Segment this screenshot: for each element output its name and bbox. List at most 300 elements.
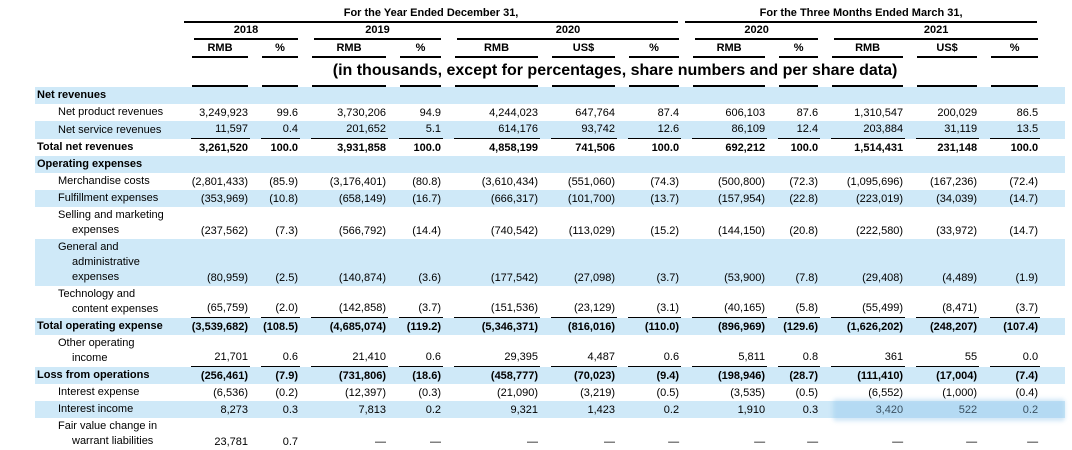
table-row	[35, 384, 1065, 401]
year-header	[681, 23, 820, 40]
cell-value: (10.8)	[269, 193, 298, 205]
value-cell	[540, 367, 617, 384]
table-row	[35, 173, 1065, 190]
value-cell	[540, 335, 617, 367]
value-cell	[767, 318, 820, 335]
value-cell	[767, 207, 820, 239]
value-cell	[979, 239, 1040, 286]
value-cell	[250, 401, 300, 418]
corner-cell	[35, 7, 180, 23]
cell-value: (34,039)	[936, 193, 978, 205]
cell-value: 100.0	[1010, 142, 1039, 154]
unit-header-label: RMB	[455, 42, 538, 58]
cell-value: 0.2	[1022, 404, 1039, 416]
value-cell	[180, 318, 250, 335]
value-cell	[300, 190, 388, 207]
value-cell	[300, 401, 388, 418]
cell-value: (896,969)	[718, 321, 766, 333]
unit-header	[540, 40, 617, 58]
cell-value: (33,972)	[936, 225, 978, 237]
units-note-text: (in thousands, except for percentages, share numbers and per share data)	[332, 62, 898, 79]
cell-value: 0.2	[663, 404, 680, 416]
cell-value: (21,090)	[497, 387, 538, 399]
year-header-label: 2020	[695, 24, 818, 40]
value-cell	[300, 384, 388, 401]
value-cell	[443, 239, 540, 286]
value-cell	[388, 239, 443, 286]
row-label: Net product revenues	[58, 106, 164, 118]
value-cell	[540, 418, 617, 450]
cell-value: (80,959)	[207, 272, 248, 284]
value-cell	[250, 335, 300, 367]
value-cell	[767, 384, 820, 401]
value-cell	[905, 286, 979, 318]
cell-value: 100.0	[651, 142, 680, 154]
cell-value: (107.4)	[1003, 321, 1039, 333]
value-cell	[180, 418, 250, 450]
cell-value: 55	[916, 349, 979, 367]
value-cell	[979, 121, 1040, 139]
year-header-row	[35, 23, 1065, 40]
value-cell	[681, 318, 767, 335]
cell-value: (12,397)	[345, 387, 386, 399]
cell-value: 614,176	[454, 121, 540, 139]
cell-value: (151,536)	[454, 300, 540, 318]
unit-header-label: %	[629, 42, 679, 58]
table-row	[35, 367, 1065, 384]
cell-value: (4,685,074)	[329, 321, 386, 333]
cell-value: (53,900)	[724, 272, 766, 284]
filler-cell	[1040, 7, 1065, 23]
unit-header	[905, 40, 979, 58]
row-label: Fulfillment expenses	[58, 192, 159, 204]
value-cell	[905, 207, 979, 239]
cell-value: (816,016)	[567, 321, 615, 333]
year-header-label: 2018	[194, 24, 298, 40]
row-label-cell	[35, 139, 180, 156]
corner-cell	[35, 23, 180, 40]
unit-header-label: %	[779, 42, 818, 58]
cell-value: (0.4)	[1015, 387, 1039, 399]
value-cell	[979, 190, 1040, 207]
cell-value: 203,884	[831, 121, 905, 139]
cell-value: (8,471)	[916, 300, 979, 318]
filler-cell	[1040, 401, 1065, 418]
cell-value: 0.3	[802, 404, 819, 416]
value-cell	[180, 173, 250, 190]
value-cell	[905, 139, 979, 156]
row-label-cell	[35, 418, 180, 450]
value-cell	[905, 121, 979, 139]
cell-value: —	[375, 436, 386, 448]
unit-header	[681, 40, 767, 58]
value-cell	[767, 121, 820, 139]
cell-value: 21,410	[311, 349, 388, 367]
cell-value: 4,244,023	[489, 107, 538, 119]
filler-cell	[1040, 286, 1065, 318]
value-cell	[905, 239, 979, 286]
cell-value: 5,811	[692, 349, 767, 367]
value-cell	[820, 239, 905, 286]
cell-value: (1,000)	[942, 387, 978, 399]
row-label: Merchandise costs	[58, 175, 150, 187]
cell-value: (551,060)	[567, 176, 615, 188]
value-cell	[443, 335, 540, 367]
value-cell	[180, 239, 250, 286]
row-label-cell	[35, 104, 180, 121]
cell-value: 3,931,858	[337, 142, 386, 154]
cell-value: 99.6	[276, 107, 298, 119]
value-cell	[250, 139, 300, 156]
cell-value: (2.5)	[275, 272, 298, 284]
value-cell	[180, 121, 250, 139]
value-cell	[979, 401, 1040, 418]
value-cell	[979, 318, 1040, 335]
row-label: General and administrative expenses	[58, 241, 140, 283]
cell-value: 23,781	[214, 436, 248, 448]
cell-value: (108.5)	[263, 321, 298, 333]
value-cell	[540, 190, 617, 207]
cell-value: (144,150)	[718, 225, 766, 237]
value-cell	[979, 286, 1040, 318]
row-label: Other operating income	[58, 337, 135, 364]
cell-value: (7.8)	[795, 272, 819, 284]
value-cell	[905, 418, 979, 450]
year-header	[443, 23, 681, 40]
row-label: Total net revenues	[37, 141, 134, 153]
unit-header	[388, 40, 443, 58]
value-cell	[180, 207, 250, 239]
cell-value: (140,874)	[338, 272, 386, 284]
cell-value: 0.6	[261, 349, 300, 367]
value-cell	[443, 286, 540, 318]
cell-value: 11,597	[191, 121, 250, 139]
value-cell	[767, 401, 820, 418]
value-cell	[388, 384, 443, 401]
cell-value: 86,109	[692, 121, 767, 139]
cell-value: (80.8)	[412, 176, 441, 188]
cell-value: 1,910	[737, 404, 766, 416]
row-label-cell	[35, 286, 180, 318]
cell-value: 3,249,923	[199, 107, 248, 119]
value-cell	[180, 401, 250, 418]
cell-value: 29,395	[454, 349, 540, 367]
value-cell	[617, 335, 681, 367]
cell-value: 86.5	[1016, 107, 1039, 119]
cell-value: (353,969)	[200, 193, 248, 205]
cell-value: (129.6)	[783, 321, 819, 333]
unit-header	[820, 40, 905, 58]
cell-value: (28.7)	[789, 370, 819, 382]
cell-value: 87.6	[796, 107, 819, 119]
filler-cell	[1040, 367, 1065, 384]
value-cell	[540, 384, 617, 401]
value-cell	[300, 367, 388, 384]
cell-value: 100.0	[790, 142, 819, 154]
value-cell	[250, 418, 300, 450]
value-cell	[180, 384, 250, 401]
value-cell	[905, 318, 979, 335]
value-cell	[820, 401, 905, 418]
cell-value: 0.2	[425, 404, 441, 416]
value-cell	[905, 190, 979, 207]
value-cell	[681, 139, 767, 156]
unit-header	[180, 40, 250, 58]
value-cell	[540, 401, 617, 418]
cell-value: —	[807, 436, 819, 448]
cell-value: (3,535)	[730, 387, 766, 399]
value-cell	[681, 173, 767, 190]
cell-value: (23,129)	[551, 300, 617, 318]
cell-value: 1,423	[587, 404, 615, 416]
value-cell	[388, 207, 443, 239]
cell-value: (3,539,682)	[191, 321, 248, 333]
cell-value: —	[430, 436, 441, 448]
cell-value: 8,273	[220, 404, 248, 416]
value-cell	[820, 190, 905, 207]
cell-value: (3.7)	[990, 300, 1040, 318]
cell-value: 0.6	[628, 349, 681, 367]
row-label-cell	[35, 173, 180, 190]
cell-value: (740,542)	[490, 225, 538, 237]
value-cell	[250, 367, 300, 384]
cell-value: 200,029	[937, 107, 978, 119]
cell-value: (0.5)	[656, 387, 680, 399]
unit-header	[617, 40, 681, 58]
value-cell	[540, 286, 617, 318]
value-cell	[300, 207, 388, 239]
year-header-label: 2020	[457, 24, 679, 40]
cell-value: (14.7)	[1009, 225, 1039, 237]
filler-cell	[1040, 418, 1065, 450]
cell-value: (731,806)	[338, 370, 386, 382]
cell-value: (111,410)	[857, 370, 904, 382]
cell-value: (7.3)	[275, 225, 298, 237]
unit-header-label: RMB	[312, 42, 386, 58]
value-cell	[767, 139, 820, 156]
unit-header	[250, 40, 300, 58]
value-cell	[388, 335, 443, 367]
cell-value: (256,461)	[200, 370, 248, 382]
unit-header-label: %	[991, 42, 1038, 58]
cell-value: (14.7)	[1009, 193, 1039, 205]
cell-value: (55,499)	[831, 300, 905, 318]
cell-value: 3,730,206	[337, 107, 386, 119]
value-cell	[443, 139, 540, 156]
cell-value: (7.4)	[1015, 370, 1039, 382]
value-cell	[767, 418, 820, 450]
cell-value: —	[668, 436, 680, 448]
filler-cell	[1040, 384, 1065, 401]
cell-value: (3,610,434)	[481, 176, 538, 188]
cell-value: (74.3)	[650, 176, 680, 188]
cell-value: 0.6	[399, 349, 443, 367]
cell-value: 0.7	[282, 436, 298, 448]
value-cell	[388, 418, 443, 450]
cell-value: (1,095,696)	[846, 176, 904, 188]
value-cell	[300, 418, 388, 450]
value-cell	[540, 207, 617, 239]
row-label-cell	[35, 335, 180, 367]
value-cell	[767, 173, 820, 190]
value-cell	[300, 104, 388, 121]
value-cell	[388, 367, 443, 384]
cell-value: 5.1	[399, 121, 443, 139]
cell-value: (167,236)	[930, 176, 978, 188]
cell-value: 3,261,520	[199, 142, 248, 154]
unit-header	[300, 40, 388, 58]
cell-value: (3.7)	[399, 300, 443, 318]
value-cell	[681, 286, 767, 318]
value-cell	[540, 139, 617, 156]
cell-value: (5,346,371)	[481, 321, 538, 333]
value-cell	[443, 367, 540, 384]
value-cell	[443, 418, 540, 450]
cell-value: —	[527, 436, 538, 448]
unit-header-label: RMB	[832, 42, 903, 58]
value-cell	[300, 239, 388, 286]
filler-cell	[1040, 173, 1065, 190]
cell-value: (0.5)	[795, 387, 819, 399]
value-cell	[180, 139, 250, 156]
cell-value: —	[754, 436, 766, 448]
section-header-cell	[35, 156, 1065, 173]
cell-value: —	[966, 436, 978, 448]
cell-value: (500,800)	[718, 176, 766, 188]
value-cell	[443, 190, 540, 207]
corner-cell	[35, 40, 180, 58]
cell-value: (85.9)	[269, 176, 298, 188]
value-cell	[250, 121, 300, 139]
value-cell	[250, 104, 300, 121]
value-cell	[617, 104, 681, 121]
value-cell	[443, 207, 540, 239]
cell-value: 13.5	[990, 121, 1040, 139]
value-cell	[300, 139, 388, 156]
value-cell	[681, 401, 767, 418]
cell-value: (4,489)	[942, 272, 978, 284]
row-label: Operating expenses	[37, 158, 143, 170]
cell-value: 741,506	[575, 142, 615, 154]
cell-value: 606,103	[725, 107, 766, 119]
cell-value: 231,148	[937, 142, 978, 154]
unit-header	[767, 40, 820, 58]
table-row	[35, 207, 1065, 239]
cell-value: (658,149)	[338, 193, 386, 205]
value-cell	[617, 121, 681, 139]
table-row	[35, 335, 1065, 367]
value-cell	[905, 335, 979, 367]
year-header	[300, 23, 443, 40]
unit-header-row	[35, 40, 1065, 58]
cell-value: (7.9)	[275, 370, 298, 382]
cell-value: 94.9	[419, 107, 441, 119]
unit-header-label: RMB	[693, 42, 765, 58]
value-cell	[300, 318, 388, 335]
unit-header-label: RMB	[192, 42, 248, 58]
value-cell	[905, 173, 979, 190]
table-row	[35, 190, 1065, 207]
value-cell	[180, 190, 250, 207]
value-cell	[443, 318, 540, 335]
cell-value: (9.4)	[656, 370, 680, 382]
value-cell	[443, 121, 540, 139]
table-row	[35, 139, 1065, 156]
filler-cell	[1040, 104, 1065, 121]
cell-value: (1,626,202)	[846, 321, 904, 333]
value-cell	[820, 367, 905, 384]
cell-value: (3,176,401)	[329, 176, 386, 188]
cell-value: 361	[831, 349, 905, 367]
year-header	[180, 23, 300, 40]
table-row	[35, 418, 1065, 450]
cell-value: 0.0	[990, 349, 1040, 367]
value-cell	[540, 173, 617, 190]
value-cell	[905, 401, 979, 418]
cell-value: —	[1027, 436, 1039, 448]
value-cell	[681, 418, 767, 450]
row-label-cell	[35, 367, 180, 384]
value-cell	[250, 173, 300, 190]
cell-value: (2.0)	[261, 300, 300, 318]
value-cell	[443, 173, 540, 190]
value-cell	[905, 367, 979, 384]
value-cell	[767, 335, 820, 367]
table-row	[35, 239, 1065, 286]
cell-value: (101,700)	[567, 193, 615, 205]
table-row	[35, 121, 1065, 139]
cell-value: (113,029)	[568, 225, 615, 237]
row-label: Net revenues	[37, 89, 107, 101]
value-cell	[300, 173, 388, 190]
cell-value: 3,420	[875, 404, 904, 416]
value-cell	[617, 173, 681, 190]
table-row	[35, 318, 1065, 335]
cell-value: 647,764	[575, 107, 615, 119]
cell-value: (666,317)	[490, 193, 538, 205]
cell-value: (1.9)	[1015, 272, 1039, 284]
row-label-cell	[35, 384, 180, 401]
value-cell	[681, 239, 767, 286]
cell-value: 21,701	[191, 349, 250, 367]
cell-value: (110.0)	[644, 321, 680, 333]
value-cell	[820, 207, 905, 239]
value-cell	[820, 335, 905, 367]
cell-value: (3.6)	[418, 272, 441, 284]
cell-value: 522	[958, 404, 978, 416]
row-label-cell	[35, 190, 180, 207]
value-cell	[388, 139, 443, 156]
cell-value: 4,858,199	[489, 142, 538, 154]
unit-header	[979, 40, 1040, 58]
cell-value: (3.1)	[628, 300, 681, 318]
table-row	[35, 401, 1065, 418]
value-cell	[250, 207, 300, 239]
value-cell	[979, 418, 1040, 450]
unit-header-label: %	[262, 42, 298, 58]
filler-cell	[1040, 190, 1065, 207]
value-cell	[388, 401, 443, 418]
value-cell	[979, 139, 1040, 156]
value-cell	[820, 104, 905, 121]
value-cell	[905, 104, 979, 121]
row-label: Loss from operations	[37, 369, 150, 381]
cell-value: 100.0	[413, 142, 441, 154]
value-cell	[617, 318, 681, 335]
value-cell	[979, 207, 1040, 239]
value-cell	[388, 173, 443, 190]
value-cell	[617, 418, 681, 450]
